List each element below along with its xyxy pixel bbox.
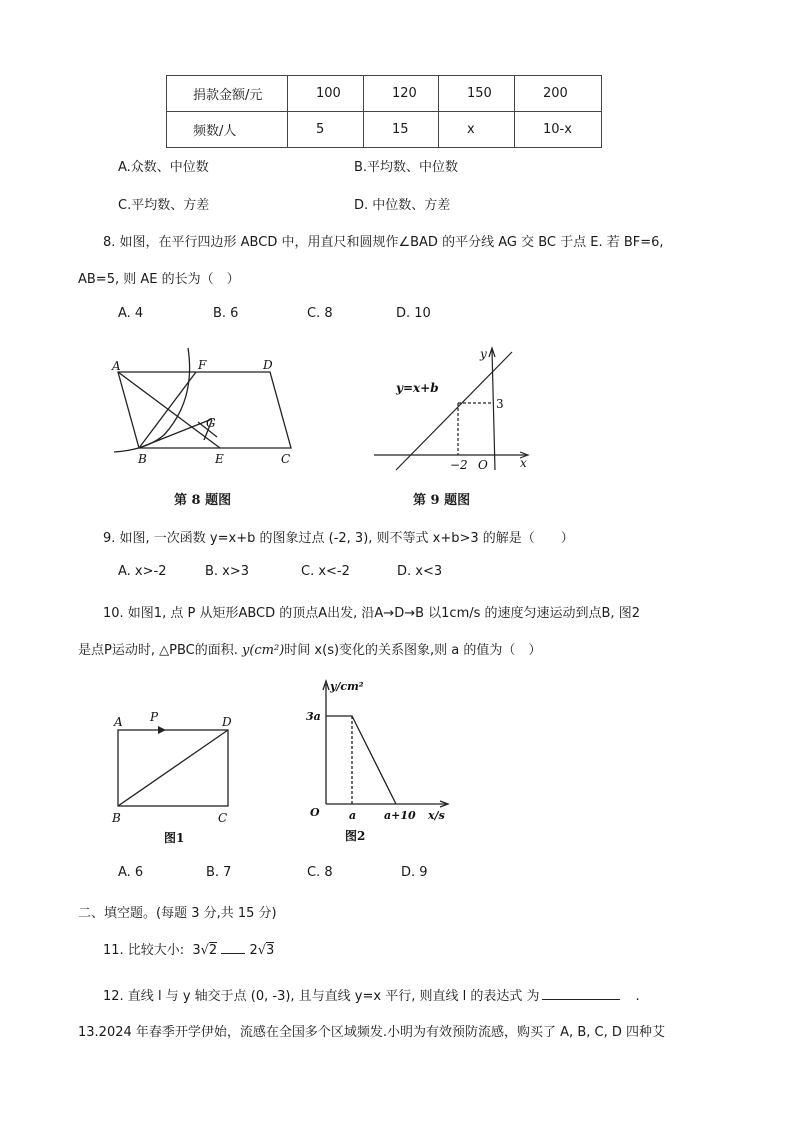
q11-right-rad: 3 (266, 943, 275, 958)
fig10-1-label-d: D (222, 715, 232, 729)
q8-text-line1: 8. 如图，在平行四边形 ABCD 中，用直尺和圆规作∠BAD 的平分线 AG 交 BC 于点 E. 若 BF=6, (103, 235, 664, 250)
q9-option-d: D. x<3 (397, 564, 443, 579)
fig10-1-label-a: A (114, 715, 123, 729)
fig8-label-f: F (198, 358, 207, 372)
table-cell: 200 (515, 76, 602, 112)
figure-9 (370, 340, 540, 484)
radical-icon: √ (257, 943, 267, 958)
fig10-2-x-axis-label: x/s (428, 809, 445, 822)
q7-option-b: B.平均数、中位数 (354, 160, 459, 175)
table-cell: 频数/人 (167, 112, 288, 148)
fig10-2-caption: 图2 (345, 829, 366, 843)
q10-option-d: D. 9 (401, 865, 428, 880)
radical-icon: √ (200, 943, 209, 958)
fig10-2-tick-x2: a+10 (384, 809, 416, 822)
q10-text-line2-post: 时间 x(s)变化的关系图象,则 a 的值为（ ） (284, 643, 542, 658)
table-cell: x (439, 112, 515, 148)
q11-answer-blank[interactable] (221, 953, 245, 954)
table-cell: 5 (288, 112, 364, 148)
table-cell: 120 (364, 76, 439, 112)
q9-option-b: B. x>3 (205, 564, 250, 579)
q8-text-line2: AB=5, 则 AE 的长为（ ） (78, 272, 240, 287)
figure-10-1 (108, 706, 248, 850)
section-2-heading: 二、填空题。(每题 3 分,共 15 分) (78, 906, 277, 921)
fig10-2-origin: O (310, 806, 320, 819)
table-row (167, 112, 602, 148)
fig10-1-label-c: C (218, 811, 228, 825)
q11-right-coef: 2 (249, 943, 258, 958)
fig9-y-axis-label: y (480, 347, 487, 361)
q8-option-d: D. 10 (396, 306, 431, 321)
fig8-label-g: G (206, 416, 216, 430)
fig8-caption: 第 8 题图 (174, 493, 232, 508)
fig9-origin: O (478, 458, 488, 472)
q8-option-a: A. 4 (118, 306, 144, 321)
q7-option-a: A.众数、中位数 (118, 160, 209, 175)
figure-8 (100, 340, 310, 484)
q9-text: 9. 如图, 一次函数 y=x+b 的图象过点 (-2, 3), 则不等式 x+b>3 的解是（ ） (103, 531, 574, 546)
fig8-label-c: C (281, 452, 291, 466)
q7-option-c: C.平均数、方差 (118, 198, 210, 213)
table-row (167, 76, 602, 112)
fig9-caption: 第 9 题图 (413, 493, 471, 508)
q10-text-line2 (78, 639, 541, 658)
q10-option-a: A. 6 (118, 865, 144, 880)
table-cell: 捐款金额/元 (167, 76, 288, 112)
q10-math-y: y(cm²) (241, 643, 285, 658)
q11 (103, 939, 274, 958)
q13-text: 13.2024 年春季开学伊始，流感在全国多个区域频发.小明为有效预防流感，购买了 A, B, C, D 四种艾 (78, 1025, 665, 1040)
q7-option-d: D. 中位数、方差 (354, 198, 451, 213)
table-cell: 15 (364, 112, 439, 148)
q8-option-b: B. 6 (213, 306, 239, 321)
q11-left-coef: 3 (192, 943, 201, 958)
table-cell: 10-x (515, 112, 602, 148)
q9-option-a: A. x>-2 (118, 564, 167, 579)
q11-left-rad: 2 (208, 943, 218, 958)
q12-end: . (635, 989, 640, 1004)
q12-text: 12. 直线 l 与 y 轴交于点 (0, -3), 且与直线 y=x 平行, 则直线 l 的表达式 为 (103, 989, 540, 1004)
fig10-1-caption: 图1 (164, 831, 185, 845)
fig9-tick-x: −2 (450, 458, 468, 472)
fig10-2-y-axis-label: y/cm² (330, 680, 364, 693)
q10-text-line1: 10. 如图1, 点 P 从矩形ABCD 的顶点A出发, 沿A→D→B 以1cm/s 的速度匀速运动到点B, 图2 (103, 606, 640, 621)
q12-answer-blank[interactable] (542, 999, 620, 1000)
q11-prefix: 11. 比较大小: (103, 943, 185, 958)
table-cell: 100 (288, 76, 364, 112)
figure-10-2 (300, 672, 460, 850)
fig10-2-tick-y: 3a (306, 710, 321, 723)
fig8-label-e: E (215, 452, 224, 466)
fig10-1-label-p: P (150, 710, 159, 724)
q9-option-c: C. x<-2 (301, 564, 350, 579)
table-cell: 150 (439, 76, 515, 112)
fig10-2-tick-x1: a (349, 809, 357, 822)
donation-table (166, 75, 602, 148)
fig8-label-d: D (263, 358, 273, 372)
q10-option-b: B. 7 (206, 865, 232, 880)
q10-option-c: C. 8 (307, 865, 333, 880)
q12 (103, 985, 640, 1004)
q8-option-c: C. 8 (307, 306, 333, 321)
fig8-label-a: A (112, 359, 121, 373)
fig9-tick-y: 3 (496, 397, 504, 411)
fig9-equation: y=x+b (396, 381, 439, 395)
fig10-1-label-b: B (112, 811, 121, 825)
fig9-x-axis-label: x (520, 456, 527, 470)
fig8-label-b: B (138, 452, 147, 466)
q10-text-line2-pre: 是点P运动时, △PBC的面积. (78, 643, 238, 658)
